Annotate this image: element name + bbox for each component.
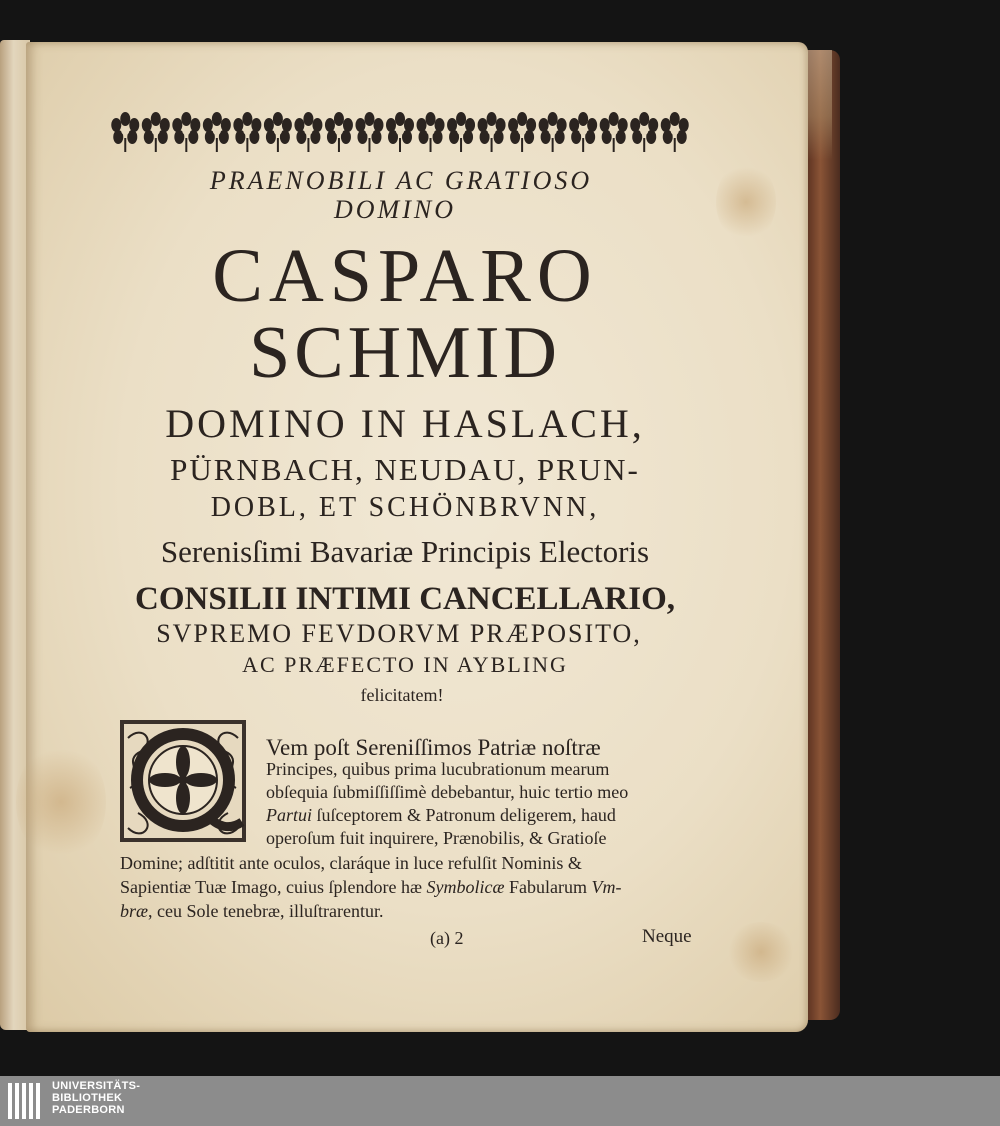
- library-logo-text: [52, 1080, 140, 1116]
- ornament-flower-icon: [172, 112, 200, 152]
- ornament-flower-icon: [233, 112, 261, 152]
- ornament-flower-icon: [111, 112, 139, 152]
- ornament-flower-icon: [386, 112, 414, 152]
- body-line-7: Sapientiæ Tuæ Imago, cuius ſplendore hæ Symbolicæ Fabularum Vm-: [120, 877, 622, 897]
- body-line-1: Vem poſt Sereniſſimos Patriæ noſtræ: [266, 735, 601, 760]
- floral-ornament-band: [110, 108, 690, 154]
- ornament-flower-icon: [478, 112, 506, 152]
- ornament-flower-icon: [264, 112, 292, 152]
- body-line-2: Principes, quibus prima lucubrationum mearum: [266, 759, 610, 779]
- catchword: Neque: [642, 926, 692, 947]
- logo-line-3: PADERBORN: [52, 1104, 125, 1116]
- ornament-flower-icon: [600, 112, 628, 152]
- logo-line-2: BIBLIOTHEK: [52, 1092, 123, 1104]
- title-line-4: Serenisſimi Bavariæ Principis Electoris: [160, 534, 650, 569]
- title-line-3: DOBL, ET SCHÖNBRVNN,: [210, 492, 600, 523]
- ornament-flower-icon: [447, 112, 475, 152]
- library-logo-icon: [8, 1081, 44, 1121]
- title-line-2: PÜRNBACH, NEUDAU, PRUN-: [170, 452, 640, 487]
- ornament-flower-icon: [325, 112, 353, 152]
- ornament-flower-icon: [539, 112, 567, 152]
- ornament-flower-icon: [630, 112, 658, 152]
- library-footer-bar: [0, 1076, 1000, 1126]
- title-line-6: SVPREMO FEVDORVM PRÆPOSITO,: [156, 619, 642, 648]
- dedicatee-surname: SCHMID: [249, 312, 561, 394]
- decorated-initial-q-icon: [118, 718, 248, 844]
- body-line-3: obſequia ſubmiſſiſſimè debebantur, huic tertio meo: [266, 782, 629, 802]
- ornament-flower-icon: [569, 112, 597, 152]
- title-line-5: CONSILII INTIMI CANCELLARIO,: [134, 581, 676, 617]
- ornament-flower-icon: [661, 112, 689, 152]
- ornament-flower-icon: [417, 112, 445, 152]
- dedication-heading-2: DOMINO: [334, 195, 456, 224]
- title-line-1: DOMINO IN HASLACH,: [165, 401, 645, 446]
- body-line-4: Partui ſuſceptorem & Patronum deligerem, haud: [266, 805, 616, 825]
- signature-mark: (a) 2: [430, 928, 464, 948]
- body-line-6: Domine; adſtitit ante oculos, claráque in luce refulſit Nominis &: [120, 853, 582, 873]
- ornament-flower-icon: [203, 112, 231, 152]
- logo-line-1: UNIVERSITÄTS-: [52, 1080, 141, 1092]
- body-line-5: operoſum fuit inquirere, Prænobilis, & Gratioſe: [266, 828, 607, 848]
- ornament-flower-icon: [294, 112, 322, 152]
- title-line-7: AC PRÆFECTO IN AYBLING: [242, 652, 568, 677]
- ornament-flower-icon: [355, 112, 383, 152]
- dedication-heading: PRAENOBILI AC GRATIOSO: [209, 166, 593, 195]
- ornament-flower-icon: [508, 112, 536, 152]
- title-line-8: felicitatem!: [360, 685, 444, 705]
- body-line-8: bræ, ceu Sole tenebræ, illuſtrarentur.: [120, 901, 384, 921]
- dedicatee-first-name: CASPARO: [212, 234, 598, 318]
- ornament-flower-icon: [142, 112, 170, 152]
